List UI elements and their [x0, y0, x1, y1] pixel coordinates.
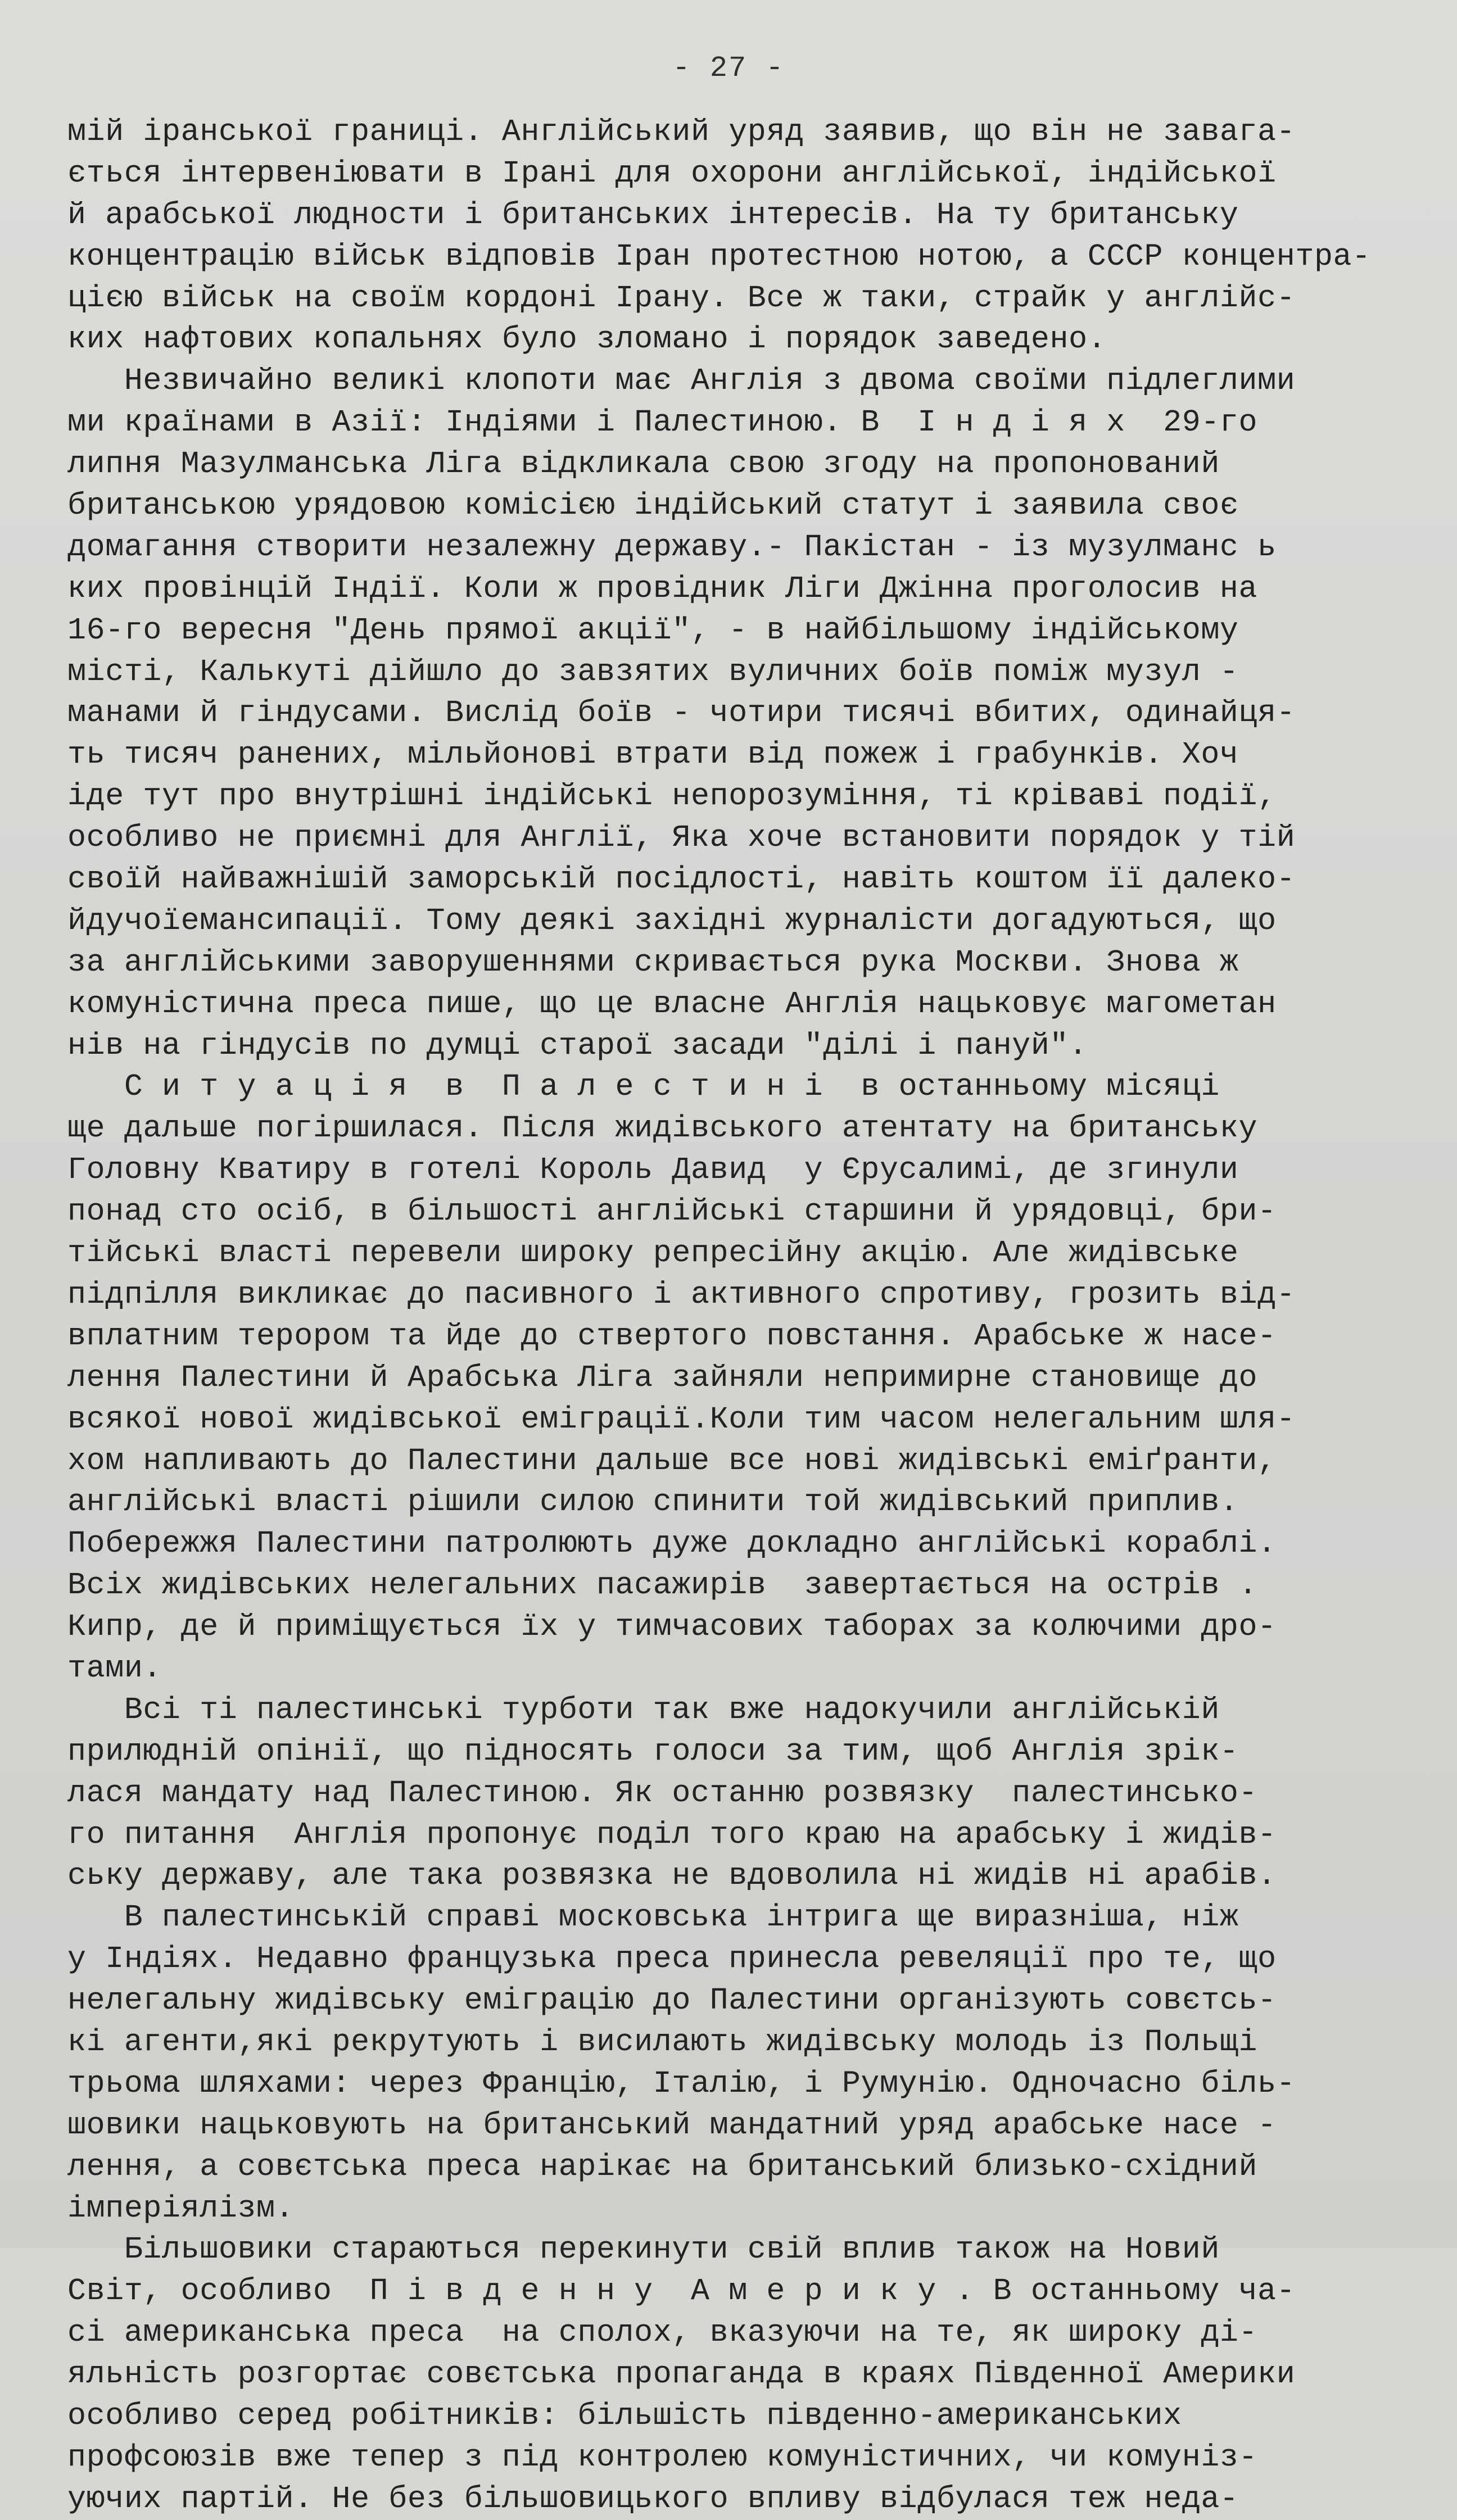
- text-line: Головну Кватиру в готелі Король Давид у Єрусалимі, де згинули: [67, 1152, 1239, 1188]
- text-line: за англійськими заворушеннями скривається рука Москви. Знова ж: [67, 944, 1239, 980]
- text-line: трьома шляхами: через Францію, Італію, і Румунію. Одночасно біль-: [67, 2065, 1296, 2101]
- text-line: уючих партій. Не без більшовицького впливу відбулася теж неда-: [67, 2481, 1239, 2517]
- text-line: вплатним терором та йде до ствертого повстання. Арабське ж насе-: [67, 1318, 1277, 1354]
- text-line: Кипр, де й приміщується їх у тимчасових таборах за колючими дро-: [67, 1609, 1277, 1645]
- text-line: британською урядовою комісією індійський статут і заявила своє: [67, 488, 1239, 524]
- text-line: Незвичайно великі клопоти має Англія з двома своїми підлеглими: [67, 363, 1296, 399]
- text-line: прилюдній опінії, що підносять голоси за тим, щоб Англія зрік-: [67, 1733, 1239, 1769]
- text-line: тійські власті перевели широку репресійну акцію. Але жидівське: [67, 1235, 1239, 1271]
- text-line: особливо не приємні для Англії, Яка хоче встановити порядок у тій: [67, 820, 1296, 856]
- text-line: тами.: [67, 1650, 162, 1686]
- text-line: цією військ на своїм кордоні Ірану. Все ж таки, страйк у англійс-: [67, 280, 1296, 316]
- text-line: Побережжя Палестини патролюють дуже докладно англійські кораблі.: [67, 1526, 1277, 1562]
- text-line: лення Палестини й Арабська Ліга зайняли непримирне становище до: [67, 1359, 1258, 1395]
- text-line: особливо серед робітників: більшість південно-американських: [67, 2397, 1182, 2433]
- text-line: профсоюзів вже тепер з під контролею комуністичних, чи комуніз-: [67, 2439, 1258, 2475]
- text-line: 16-го вересня "День прямої акції", - в найбільшому індійському: [67, 612, 1239, 648]
- text-line: В палестинській справі московська інтрига ще виразніша, ніж: [67, 1900, 1239, 1936]
- text-line: своїй найважнішій заморській посідлості, навіть коштом її далеко-: [67, 862, 1296, 898]
- text-line: нів на гіндусів по думці старої засади "ділі і пануй".: [67, 1027, 1088, 1063]
- text-line: липня Мазулманська Ліга відкликала свою згоду на пропонований: [67, 446, 1220, 482]
- text-line: нелегальну жидівську еміграцію до Палестини організують совєтсь-: [67, 1983, 1277, 2019]
- text-line: Світ, особливо П і в д е н н у А м е р и к у . В останньому ча-: [67, 2273, 1296, 2309]
- text-line: місті, Калькуті дійшло до завзятих вуличних боїв поміж музул -: [67, 654, 1239, 690]
- text-line: ще дальше погіршилася. Після жидівського атентату на британську: [67, 1111, 1258, 1146]
- text-line: лення, а совєтська преса нарікає на британський близько-східний: [67, 2149, 1258, 2184]
- text-line: домагання створити незалежну державу.- Пакістан - із музулманс ь: [67, 529, 1277, 565]
- text-line: манами й гіндусами. Вислід боїв - чотири тисячі вбитих, одинайця-: [67, 695, 1296, 731]
- text-line: всякої нової жидівської еміграції.Коли тим часом нелегальним шля-: [67, 1401, 1296, 1437]
- text-line: комуністична преса пише, що це власне Англія нацьковує магометан: [67, 986, 1277, 1022]
- text-line: хом напливають до Палестини дальше все нові жидівські еміґранти,: [67, 1443, 1277, 1479]
- text-line: йдучоїемансипації. Тому деякі західні журналісти догадуються, що: [67, 903, 1277, 939]
- text-line: концентрацію військ відповів Іран протестною нотою, а СССР концентра-: [67, 238, 1371, 274]
- text-line: Всіх жидівських нелегальних пасажирів завертається на острів .: [67, 1567, 1258, 1603]
- text-line: англійські власті рішили силою спинити той жидівський приплив.: [67, 1484, 1239, 1520]
- text-line: кі агенти,які рекрутують і висилають жидівську молодь із Польщі: [67, 2024, 1258, 2060]
- text-line: й арабської людности і британських інтересів. На ту британську: [67, 197, 1239, 233]
- text-line: Більшовики стараються перекинути свій вплив також на Новий: [67, 2232, 1220, 2268]
- text-line: шовики нацьковують на британський мандатний уряд арабське насе -: [67, 2107, 1277, 2143]
- text-line: ть тисяч ранених, мільйонові втрати від пожеж і грабунків. Хоч: [67, 737, 1239, 773]
- text-line: ких нафтових копальнях було зломано і порядок заведено.: [67, 321, 1107, 357]
- text-line: С и т у а ц і я в П а л е с т и н і в останньому місяці: [67, 1069, 1220, 1105]
- text-line: у Індіях. Недавно французька преса принесла ревеляції про те, що: [67, 1941, 1277, 1977]
- text-line: ми країнами в Азії: Індіями і Палестиною. В І н д і я х 29-го: [67, 405, 1258, 441]
- text-line: ську державу, але така розвязка не вдоволила ні жидів ні арабів.: [67, 1858, 1277, 1894]
- text-line: ких провінцій Індії. Коли ж провідник Ліги Джінна проголосив на: [67, 570, 1258, 606]
- text-line: іде тут про внутрішні індійські непорозуміння, ті кріваві події,: [67, 778, 1277, 814]
- text-line: понад сто осіб, в більшості англійські старшини й урядовці, бри-: [67, 1194, 1277, 1230]
- text-line: го питання Англія пропонує поділ того краю на арабську і жидів-: [67, 1816, 1277, 1852]
- text-line: ється інтервеніювати в Ірані для охорони англійської, індійської: [67, 155, 1277, 191]
- text-line: підпілля викликає до пасивного і активного спротиву, грозить від-: [67, 1276, 1296, 1312]
- text-line: Всі ті палестинські турботи так вже надокучили англійській: [67, 1692, 1220, 1728]
- text-line: імперіялізм.: [67, 2190, 295, 2226]
- text-line: сі американська преса на сполох, вказуючи на те, як широку ді-: [67, 2315, 1258, 2351]
- text-line: яльність розгортає совєтська пропаганда в краях Південної Америки: [67, 2356, 1296, 2392]
- document-text: [67, 111, 1417, 2520]
- page-number: - 27 -: [672, 52, 785, 85]
- text-line: мій іранської границі. Англійський уряд заявив, що він не завага-: [67, 114, 1296, 149]
- text-line: лася мандату над Палестиною. Як останню розвязку палестинсько-: [67, 1775, 1258, 1811]
